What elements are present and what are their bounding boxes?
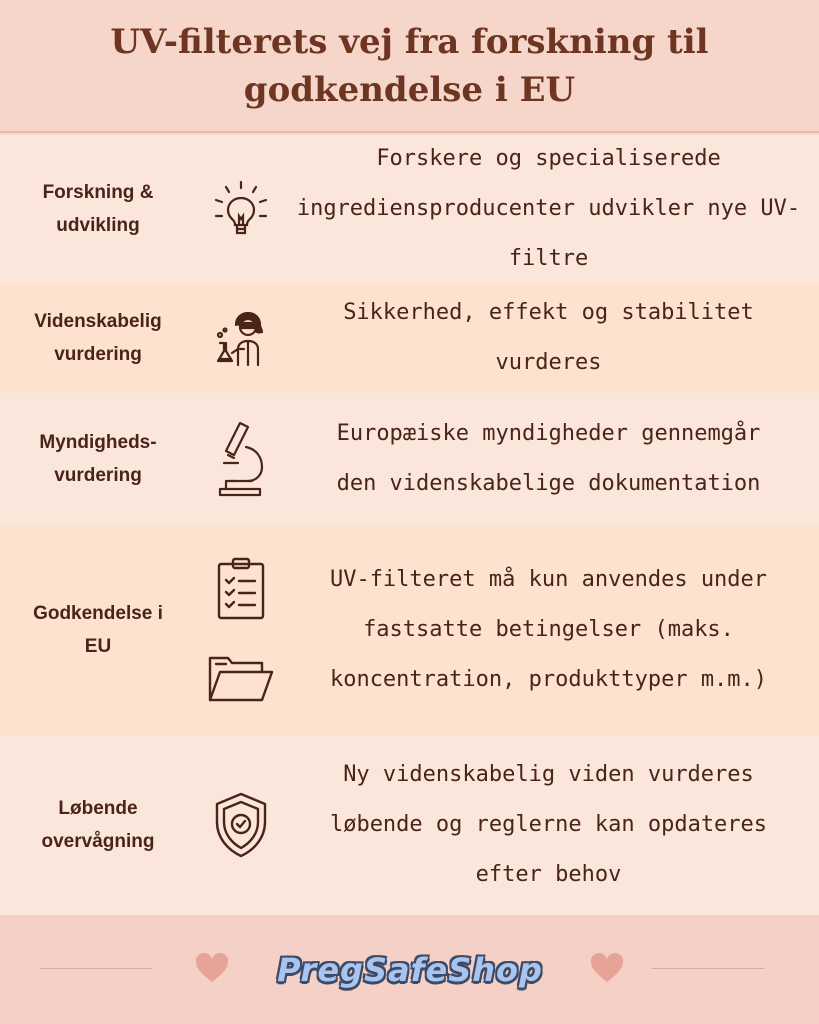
- divider-right: [652, 968, 764, 969]
- heart-icon: [590, 953, 624, 983]
- step-description: Ny videnskabelig viden vurderes løbende og reglerne kan opdateres efter behov: [329, 762, 768, 887]
- scientist-icon: [206, 303, 276, 373]
- brand-logo: PregSafeShop: [277, 951, 543, 989]
- step-research: [0, 135, 819, 283]
- step-description: Forskere og specialiserede ingrediensproducenter udvikler nye UV- filtre: [296, 146, 801, 271]
- heart-icon: [195, 953, 229, 983]
- shield-check-icon: [211, 790, 271, 860]
- step-label: Myndigheds- vurdering: [39, 432, 157, 486]
- divider-left: [40, 968, 152, 969]
- folder-icon: [206, 652, 276, 704]
- step-ongoing-monitoring: [0, 735, 819, 915]
- step-label: Løbende overvågning: [41, 798, 155, 852]
- step-description: Europæiske myndigheder gennemgår den videnskabelige dokumentation: [336, 421, 761, 496]
- step-label: Godkendelse i EU: [33, 603, 163, 657]
- lightbulb-icon: [206, 174, 276, 244]
- step-eu-approval: [0, 525, 819, 735]
- clipboard-checklist-icon: [213, 556, 269, 622]
- page-title: UV-filterets vej fra forskning til godkendelse i EU: [110, 21, 709, 110]
- microscope-icon: [206, 417, 276, 501]
- step-authority-assessment: [0, 393, 819, 525]
- step-description: Sikkerhed, effekt og stabilitet vurderes: [343, 300, 754, 375]
- step-label: Videnskabelig vurdering: [34, 311, 162, 365]
- header: [0, 0, 819, 133]
- step-label: Forskning & udvikling: [42, 182, 154, 236]
- step-description: UV-filteret må kun anvendes under fastsatte betingelser (maks. koncentration, produkttyper m.m.): [329, 567, 768, 692]
- step-scientific-assessment: [0, 283, 819, 393]
